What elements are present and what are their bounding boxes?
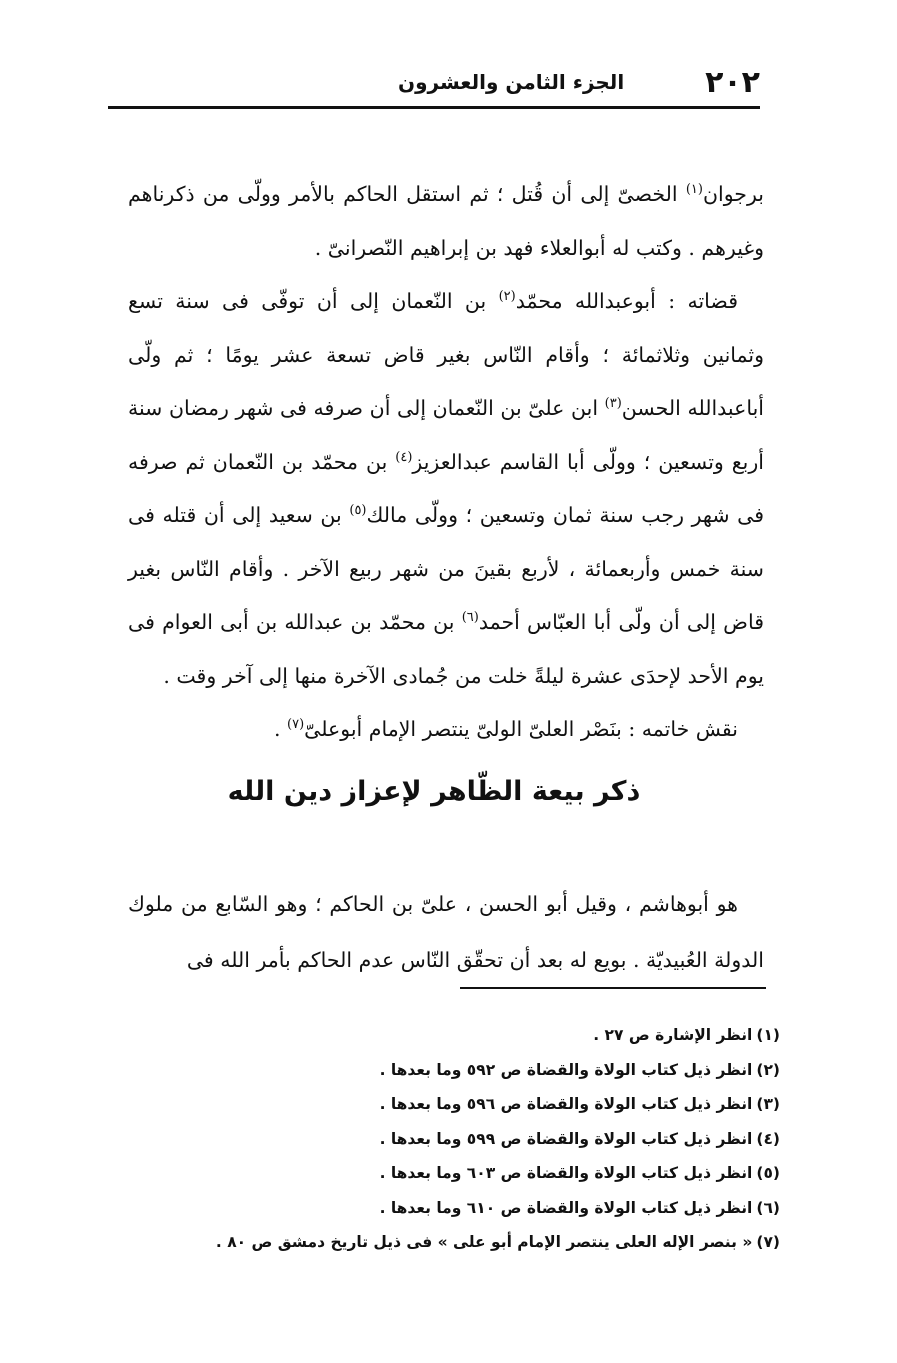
footnote-mark: (٦)	[756, 1198, 780, 1217]
text-run: نقش خاتمه : بنَصْر العلىّ الولىّ ينتصر الإمام أبوعلىّ	[304, 717, 738, 741]
paragraph-zahir: هو أبوهاشم ، وقيل أبو الحسن ، علىّ بن الحاكم ؛ وهو السّابع من ملوك الدولة العُبيديّة . بويع له بعد أن تحقّق النّاس عدم الحاكم بأمر الله فى	[128, 892, 764, 972]
text-run: الخصىّ إلى أن قُتل ؛ ثم استقل الحاكم بالأمر وولّى من ذكرناهم وغيرهم . وكتب له أبوالعلاء فهد بن إبراهيم النّصرانىّ .	[128, 182, 764, 260]
footnote-text: انظر ذيل كتاب الولاة والقضاة ص ٥٩٦ وما بعدها .	[379, 1095, 753, 1113]
footnote-item	[200, 1122, 780, 1157]
footnote-text: انظر ذيل كتاب الولاة والقضاة ص ٦١٠ وما بعدها .	[379, 1198, 753, 1217]
paragraph-burjuwan	[128, 168, 764, 275]
footnote-ref-1[interactable]: (١)	[685, 182, 703, 198]
footnote-mark: (٥)	[756, 1164, 780, 1182]
footnote-text: انظر الإشارة ص ٢٧ .	[593, 1026, 753, 1044]
footnote-mark: (٣)	[756, 1095, 780, 1113]
footnotes-list	[200, 1018, 780, 1260]
text-run: ابن علىّ بن النّعمان إلى أن صرفه فى شهر رمضان سنة أربع وتسعين ؛ وولّى أبا القاسم عبدالعزيز	[128, 396, 764, 474]
text-run: بن النّعمان إلى أن توفّى فى سنة تسع وثمانين وثلاثمائة ؛ وأقام النّاس بغير قاض تسعة عشر يومًا ؛ ثم ولّى أباعبدالله الحسن	[128, 289, 764, 420]
section-text	[128, 876, 764, 988]
footnote-text: انظر ذيل كتاب الولاة والقضاة ص ٦٠٣ وما بعدها .	[379, 1164, 753, 1182]
footnote-item	[200, 1156, 780, 1191]
running-title: الجزء الثامن والعشرون	[398, 70, 625, 94]
footnote-text: انظر ذيل كتاب الولاة والقضاة ص ٥٩٩ وما بعدها .	[379, 1129, 753, 1148]
text-run: بن محمّد بن النّعمان ثم صرفه فى شهر رجب سنة ثمان وتسعين ؛ وولّى مالك	[128, 449, 764, 527]
footnote-ref-3[interactable]: (٣)	[604, 396, 622, 412]
footnote-item	[200, 1225, 780, 1260]
footnote-item	[200, 1018, 780, 1053]
text-run: بن سعيد إلى أن قتله فى سنة خمس وأربعمائة ، لأربع بقينَ من شهر ربيع الآخر . وأقام النّاس بغير قاض إلى أن ولّى أبا العبّاس أحمد	[128, 503, 764, 634]
footnote-text: انظر ذيل كتاب الولاة والقضاة ص ٥٩٢ وما بعدها .	[379, 1060, 753, 1079]
footnote-mark: (٧)	[756, 1233, 780, 1251]
footnote-mark: (٢)	[756, 1060, 780, 1079]
page-number: ٢٠٢	[705, 64, 760, 100]
footnote-text: « بنصر الإله العلى ينتصر الإمام أبو على » فى ذيل تاريخ دمشق ص ٨٠ .	[215, 1233, 753, 1251]
footnote-ref-2[interactable]: (٢)	[498, 289, 516, 305]
footnote-item	[200, 1087, 780, 1122]
footnote-ref-7[interactable]: (٧)	[287, 717, 305, 733]
footnote-rule	[460, 987, 766, 989]
footnote-item	[200, 1191, 780, 1226]
paragraph-judges	[128, 275, 764, 703]
header-rule	[108, 106, 760, 109]
text-run: برجوان	[702, 182, 764, 206]
footnote-mark: (٤)	[756, 1129, 780, 1148]
footnote-item	[200, 1053, 780, 1088]
footnote-ref-5[interactable]: (٥)	[349, 503, 367, 519]
footnote-ref-4[interactable]: (٤)	[395, 449, 413, 465]
footnote-ref-6[interactable]: (٦)	[461, 610, 479, 626]
footnote-mark: (١)	[756, 1026, 780, 1044]
text-run: قضاته : أبوعبدالله محمّد	[515, 289, 738, 313]
page-header	[108, 62, 760, 102]
paragraph-seal	[128, 703, 764, 757]
text-run: .	[273, 717, 288, 741]
section-heading: ذكر بيعة الظّاهر لإعزاز دين الله	[227, 776, 641, 807]
main-text	[128, 168, 764, 757]
text-run: بن محمّد بن عبدالله بن أبى العوام فى يوم الأحد لإحدَى عشرة ليلةً خلت من جُمادى الآخرة منها إلى آخر وقت .	[128, 610, 764, 688]
